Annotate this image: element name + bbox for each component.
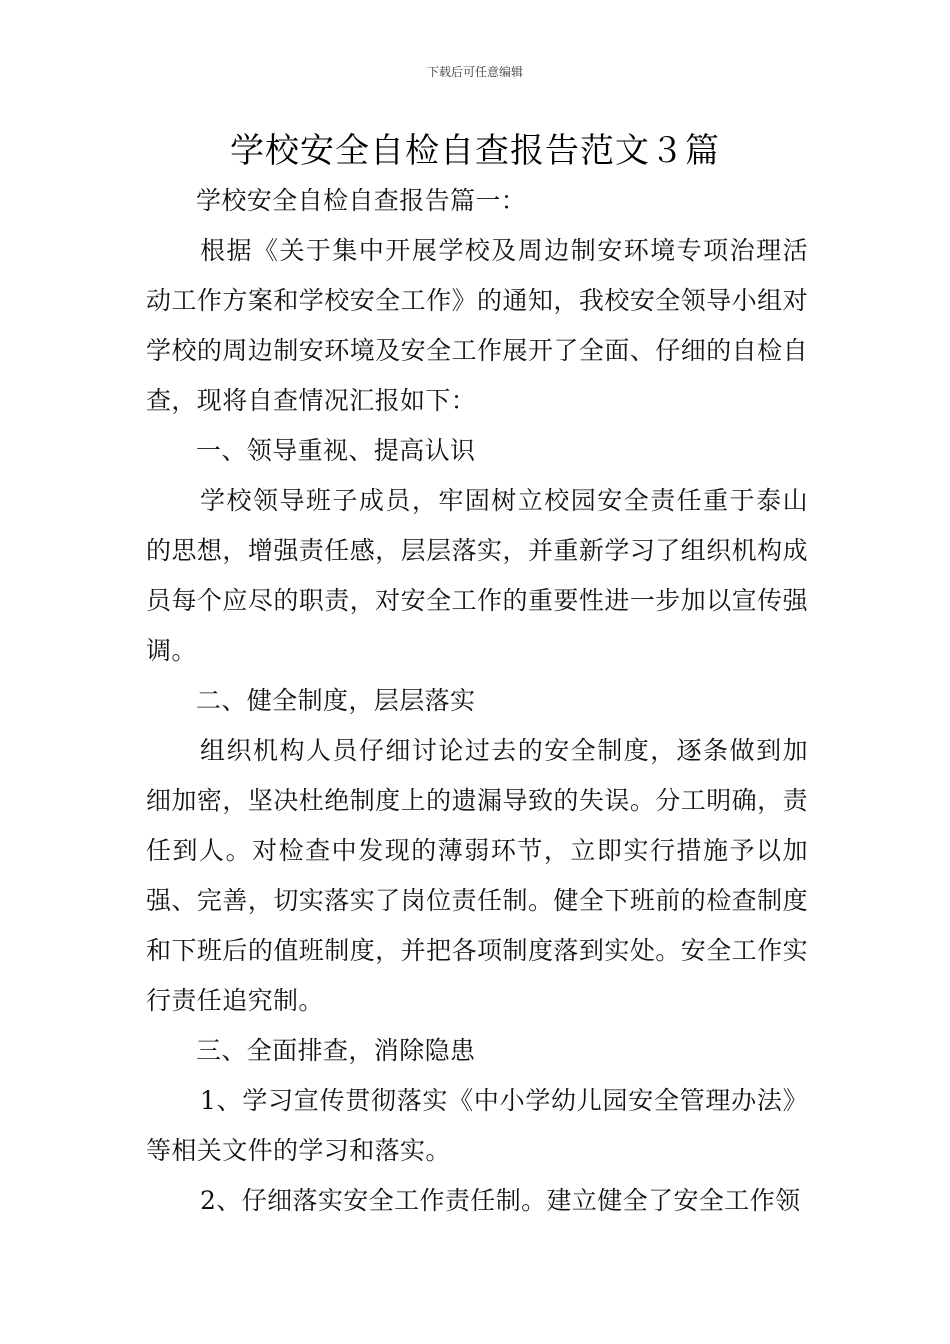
section-heading-part-one: 学校安全自检自查报告篇一： — [196, 186, 527, 215]
page-header: 下载后可任意编辑 — [426, 65, 523, 79]
section-heading-system: 二、健全制度，层层落实 — [196, 686, 476, 715]
document-title: 学校安全自检自查报告范文３篇 — [230, 131, 720, 171]
paragraph-system: 组织机构人员仔细讨论过去的安全制度，逐条做到加细加密，坚决杜绝制度上的遗漏导致的失误。分工明确，责任到人。对检查中发现的薄弱环节，立即实行措施予以加强、完善，切实落实了岗位责任制。健全下班前的检查制度和下班后的值班制度，并把各项制度落到实处。安全工作实行责任追究制。 — [146, 736, 808, 1015]
section-heading-inspection: 三、全面排查，消除隐患 — [196, 1036, 476, 1065]
list-item-responsibility: 2、仔细落实安全工作责任制。建立健全了安全工作领 — [200, 1186, 801, 1215]
section-heading-leadership: 一、领导重视、提高认识 — [196, 436, 476, 465]
list-item-study: 1、学习宣传贯彻落实《中小学幼儿园安全管理办法》等相关文件的学习和落实。 — [146, 1086, 808, 1165]
paragraph-intro: 根据《关于集中开展学校及周边制安环境专项治理活动工作方案和学校安全工作》的通知，我校安全领导小组对学校的周边制安环境及安全工作展开了全面、仔细的自检自查，现将自查情况汇报如下： — [146, 236, 808, 415]
document-body — [146, 176, 808, 1226]
paragraph-leadership: 学校领导班子成员，牢固树立校园安全责任重于泰山的思想，增强责任感，层层落实，并重新学习了组织机构成员每个应尽的职责，对安全工作的重要性进一步加以宣传强调。 — [146, 486, 808, 665]
